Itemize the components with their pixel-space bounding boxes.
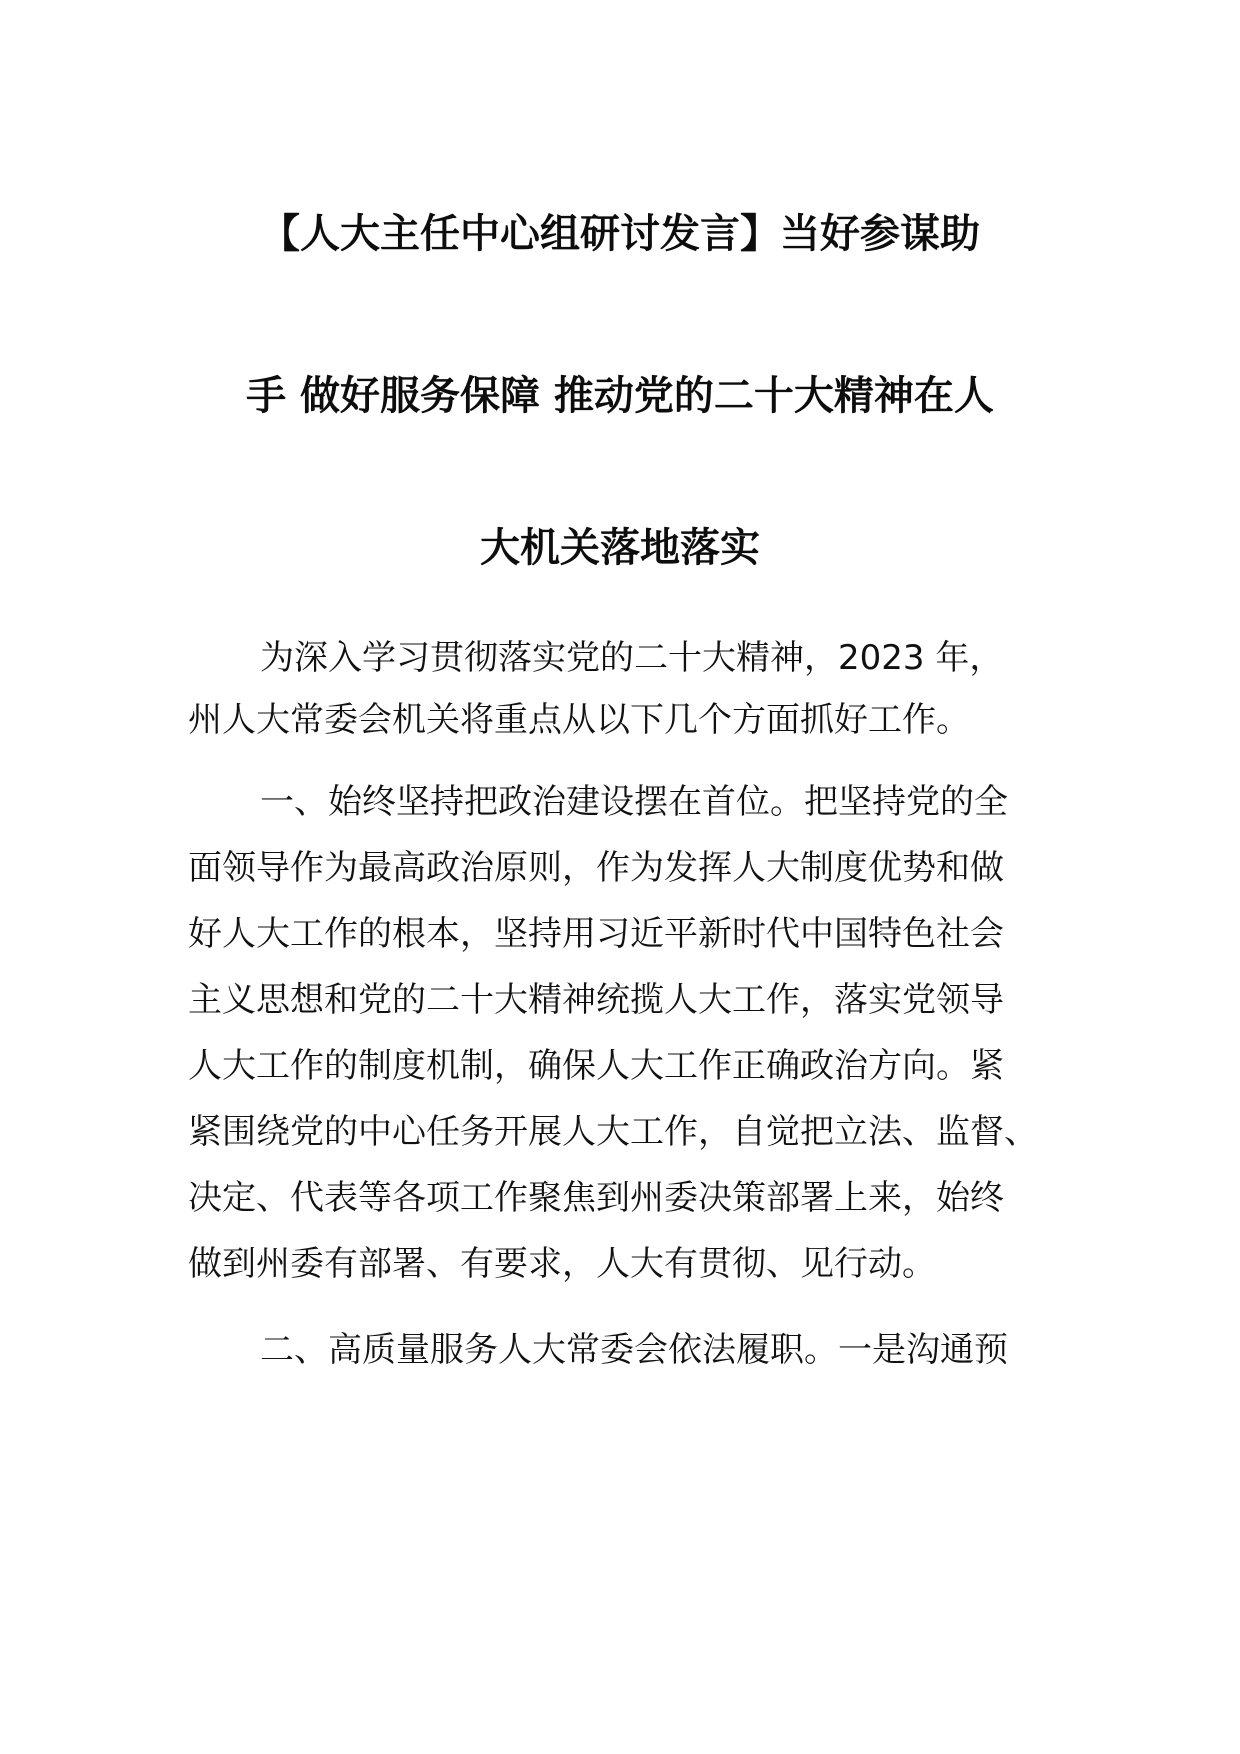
paragraph-one-line-7: 决定、代表等各项工作聚焦到州委决策部署上来，始终	[188, 1178, 1004, 1218]
paragraph-one-line-1: 一、始终坚持把政治建设摆在首位。把坚持党的全	[260, 782, 1008, 822]
paragraph-one-line-2: 面领导作为最高政治原则，作为发挥人大制度优势和做	[188, 848, 1004, 888]
paragraph-two-line-1: 二、高质量服务人大常委会依法履职。一是沟通预	[260, 1330, 1008, 1370]
document-title-line-2: 手 做好服务保障 推动党的二十大精神在人	[246, 373, 994, 419]
document-title-line-1: 【人大主任中心组研讨发言】当好参谋助	[260, 211, 980, 257]
paragraph-one-line-5: 人大工作的制度机制，确保人大工作正确政治方向。紧	[188, 1046, 1004, 1086]
paragraph-one-line-6: 紧围绕党的中心任务开展人大工作，自觉把立法、监督、	[188, 1112, 1038, 1152]
paragraph-one-line-4: 主义思想和党的二十大精神统揽人大工作，落实党领导	[188, 980, 1004, 1020]
document-title-line-3: 大机关落地落实	[480, 525, 760, 571]
paragraph-intro-line-2: 州人大常委会机关将重点从以下几个方面抓好工作。	[188, 700, 970, 740]
paragraph-one-line-3: 好人大工作的根本，坚持用习近平新时代中国特色社会	[188, 914, 1004, 954]
paragraph-intro-line-1: 为深入学习贯彻落实党的二十大精神，2023 年，	[260, 638, 1004, 678]
paragraph-one-line-8: 做到州委有部署、有要求，人大有贯彻、见行动。	[188, 1244, 936, 1284]
